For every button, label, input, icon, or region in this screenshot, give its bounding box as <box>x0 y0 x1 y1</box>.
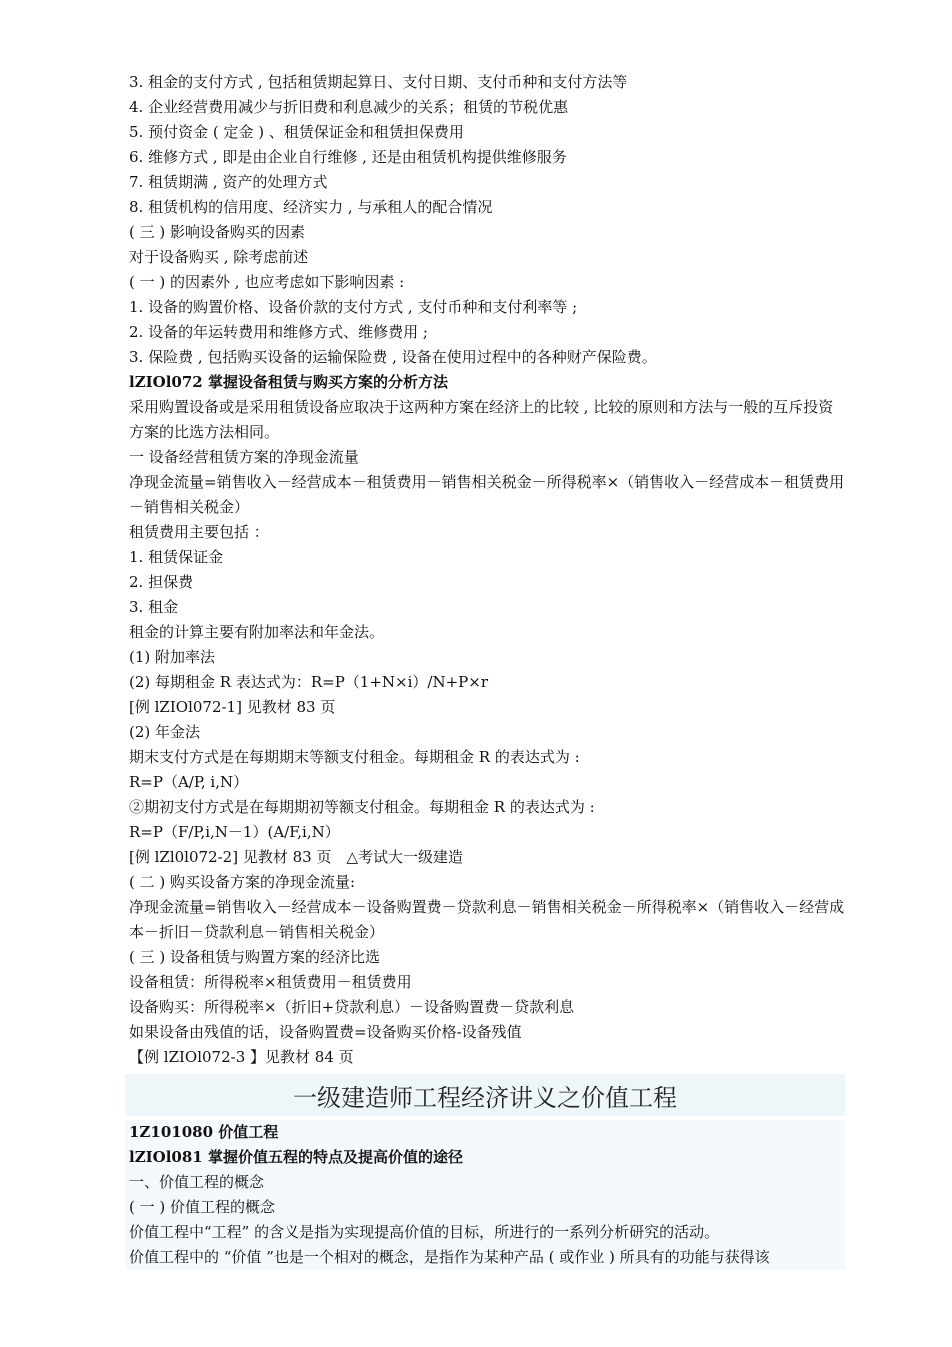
text-line: 对于设备购买 , 除考虑前述 <box>129 248 309 266</box>
text-line: 如果设备由残值的话，设备购置费=设备购买价格-设备残值 <box>129 1023 522 1041</box>
text-line: ( 三 ) 影响设备购买的因素 <box>129 223 306 241</box>
document-page <box>129 70 845 1270</box>
text-line: 租金的计算主要有附加率法和年金法。 <box>129 623 385 641</box>
text-line: 7. 租赁期满 , 资产的处理方式 <box>129 173 328 191</box>
text-line: ②期初支付方式是在每期期初等额支付租金。每期租金 R 的表达式为 : <box>129 798 595 816</box>
text-line: 设备租赁：所得税率×租赁费用－租赁费用 <box>129 973 412 991</box>
text-line: ( 三 ) 设备租赁与购置方案的经济比选 <box>129 948 381 966</box>
text-line: 5. 预付资金 ( 定金 ) 、租赁保证金和租赁担保费用 <box>129 123 464 141</box>
text-line: 3. 租金的支付方式 , 包括租赁期起算日、支付日期、支付币种和支付方法等 <box>129 73 628 91</box>
chapter-heading: 1Z101080 价值工程 <box>125 1120 845 1145</box>
text-line: (1) 附加率法 <box>129 648 216 666</box>
text-line: 2. 设备的年运转费用和维修方式、维修费用 ; <box>129 323 428 341</box>
text-line: 价值工程中的 “价值 ”也是一个相对的概念，是指作为某种产品 ( 或作业 ) 所具有的功能与获得该 <box>125 1245 845 1270</box>
text-line: 6. 维修方式 , 即是由企业自行维修 , 还是由租赁机构提供维修服务 <box>129 148 567 166</box>
text-line: 设备购买：所得税率×（折旧+贷款利息）－设备购置费－贷款利息 <box>129 998 575 1016</box>
text-line: ( 一 ) 的因素外 , 也应考虑如下影响因素 : <box>129 273 405 291</box>
text-line: 期末支付方式是在每期期末等额支付租金。每期租金 R 的表达式为 : <box>129 748 580 766</box>
text-line: ( 一 ) 价值工程的概念 <box>125 1195 845 1220</box>
text-line: 价值工程中“工程” 的含义是指为实现提高价值的目标，所进行的一系列分析研究的活动。 <box>125 1220 845 1245</box>
text-line: 4. 企业经营费用减少与折旧费和利息减少的关系；租赁的节税优惠 <box>129 98 569 116</box>
text-line: 8. 租赁机构的信用度、经济实力 , 与承租人的配合情况 <box>129 198 493 216</box>
formula-line: R=P（F/P,i,N－1）(A/F,i,N） <box>129 823 340 841</box>
text-line: 3. 租金 <box>129 598 179 616</box>
formula-line: (2) 每期租金 R 表达式为：R=P（1+N×i）/N+P×r <box>129 673 488 691</box>
example-reference: [例 lZIOl072-1] 见教材 83 页 <box>129 698 336 716</box>
text-line: ( 二 ) 购买设备方案的净现金流量: <box>129 873 356 891</box>
text-line: 3. 保险费 , 包括购买设备的运输保险费 , 设备在使用过程中的各种财产保险费。 <box>129 348 657 366</box>
paragraph: 采用购置设备或是采用租赁设备应取决于这两种方案在经济上的比较 , 比较的原则和方法与一般的互斥投资方案的比选方法相同。 <box>129 398 834 441</box>
text-line: 一 设备经营租赁方案的净现金流量 <box>129 448 359 466</box>
paragraph: 净现金流量=销售收入－经营成本－租赁费用－销售相关税金－所得税率×（销售收入－经营成本－租赁费用－销售相关税金） <box>129 473 845 516</box>
text-line: 一、价值工程的概念 <box>125 1170 845 1195</box>
section-heading: lZIOl081 掌握价值五程的特点及提高价值的途径 <box>125 1145 845 1170</box>
section-title: 一级建造师工程经济讲义之价值工程 <box>125 1074 845 1116</box>
example-reference: [例 lZl0l072-2] 见教材 83 页 △考试大一级建造 <box>129 848 464 866</box>
paragraph: 净现金流量=销售收入－经营成本－设备购置费－贷款利息－销售相关税金－所得税率×（销售收入－经营成本－折旧－贷款利息－销售相关税金） <box>129 898 845 941</box>
text-line: 1. 租赁保证金 <box>129 548 224 566</box>
formula-line: R=P（A/P, i,N） <box>129 773 249 791</box>
text-line: 租赁费用主要包括 ： <box>129 523 269 541</box>
text-line: 2. 担保费 <box>129 573 194 591</box>
section-heading: lZIOl072 掌握设备租赁与购买方案的分析方法 <box>129 373 448 391</box>
text-line: (2) 年金法 <box>129 723 201 741</box>
text-line: 1. 设备的购置价格、设备价款的支付方式 , 支付币种和支付利率等 ; <box>129 298 578 316</box>
example-reference: 【例 lZIOl072-3 】见教材 84 页 <box>129 1048 354 1066</box>
